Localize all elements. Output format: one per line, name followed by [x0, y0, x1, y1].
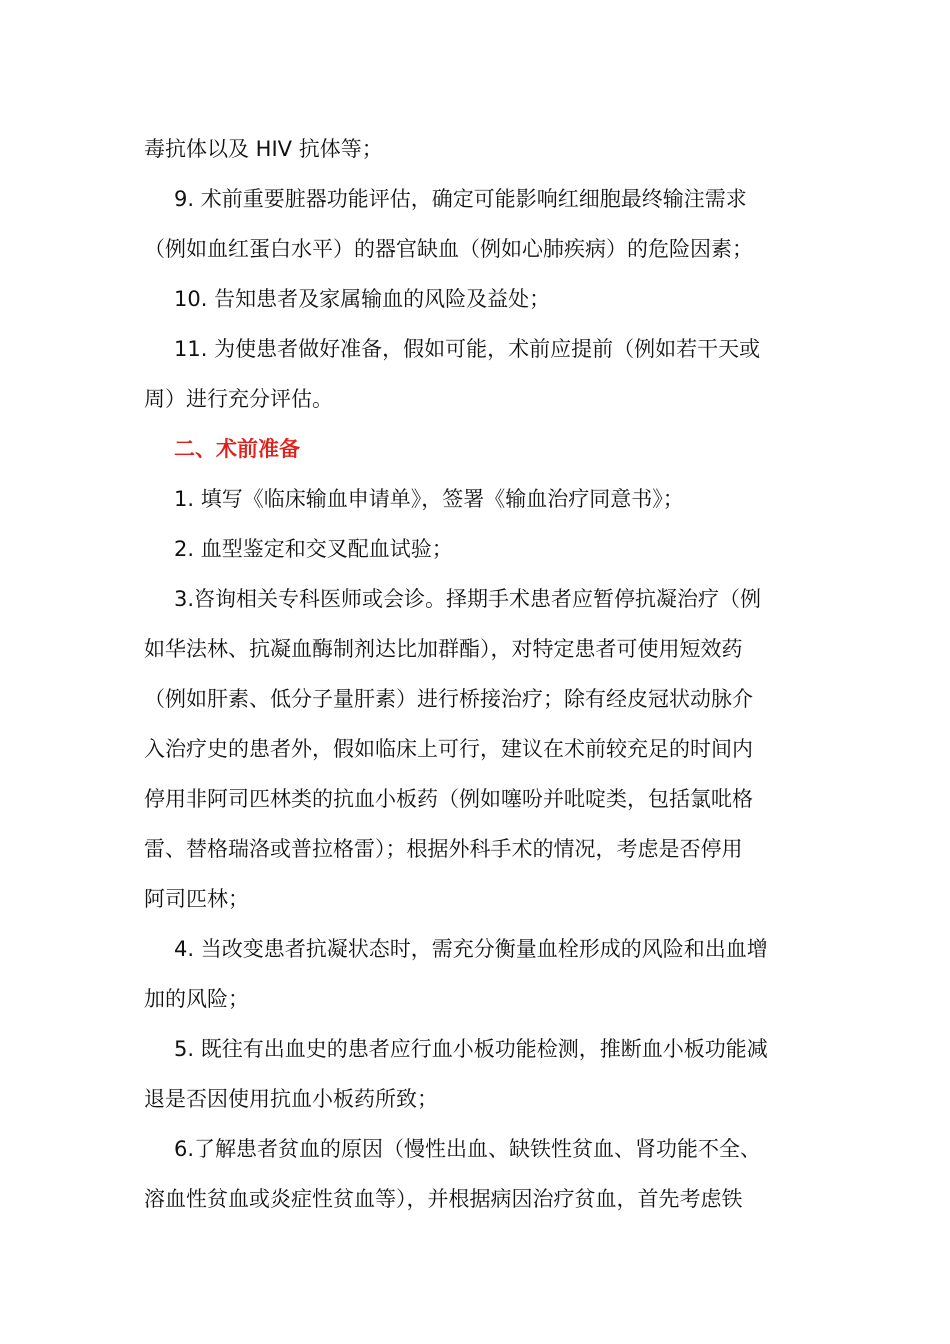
- list-item-4: 4. 当改变患者抗凝状态时，需充分衡量血栓形成的风险和出血增: [174, 937, 768, 961]
- list-item-1: 1. 填写《临床输血申请单》，签署《输血治疗同意书》；: [174, 487, 684, 511]
- section-heading: 二、术前准备: [174, 437, 300, 461]
- paragraph-line: 加的风险；: [144, 987, 249, 1011]
- list-item-9: 9. 术前重要脏器功能评估，确定可能影响红细胞最终输注需求: [174, 187, 747, 211]
- document-body: [144, 124, 806, 1224]
- paragraph-line: 退是否因使用抗血小板药所致；: [144, 1087, 438, 1111]
- list-item-10: 10. 告知患者及家属输血的风险及益处；: [174, 287, 551, 311]
- paragraph-line: 停用非阿司匹林类的抗血小板药（例如噻吩并吡啶类，包括氯吡格: [144, 787, 753, 811]
- list-item-2: 2. 血型鉴定和交叉配血试验；: [174, 537, 453, 561]
- paragraph-line: 入治疗史的患者外，假如临床上可行，建议在术前较充足的时间内: [144, 737, 753, 761]
- list-item-3: 3.咨询相关专科医师或会诊。择期手术患者应暂停抗凝治疗（例: [174, 587, 762, 611]
- paragraph-line: 溶血性贫血或炎症性贫血等），并根据病因治疗贫血，首先考虑铁: [144, 1187, 743, 1211]
- paragraph-line: 如华法林、抗凝血酶制剂达比加群酯），对特定患者可使用短效药: [144, 637, 743, 661]
- paragraph-line: 雷、替格瑞洛或普拉格雷）；根据外科手术的情况，考虑是否停用: [144, 837, 743, 861]
- list-item-11: 11. 为使患者做好准备，假如可能，术前应提前（例如若干天或: [174, 337, 761, 361]
- paragraph-line: （例如肝素、低分子量肝素）进行桥接治疗；除有经皮冠状动脉介: [144, 687, 753, 711]
- list-item-5: 5. 既往有出血史的患者应行血小板功能检测，推断血小板功能减: [174, 1037, 768, 1061]
- paragraph-line: 阿司匹林；: [144, 887, 249, 911]
- paragraph-line: 毒抗体以及 HIV 抗体等；: [144, 137, 383, 161]
- paragraph-line: 周）进行充分评估。: [144, 387, 333, 411]
- paragraph-line: （例如血红蛋白水平）的器官缺血（例如心肺疾病）的危险因素；: [144, 237, 753, 261]
- list-item-6: 6.了解患者贫血的原因（慢性出血、缺铁性贫血、肾功能不全、: [174, 1137, 762, 1161]
